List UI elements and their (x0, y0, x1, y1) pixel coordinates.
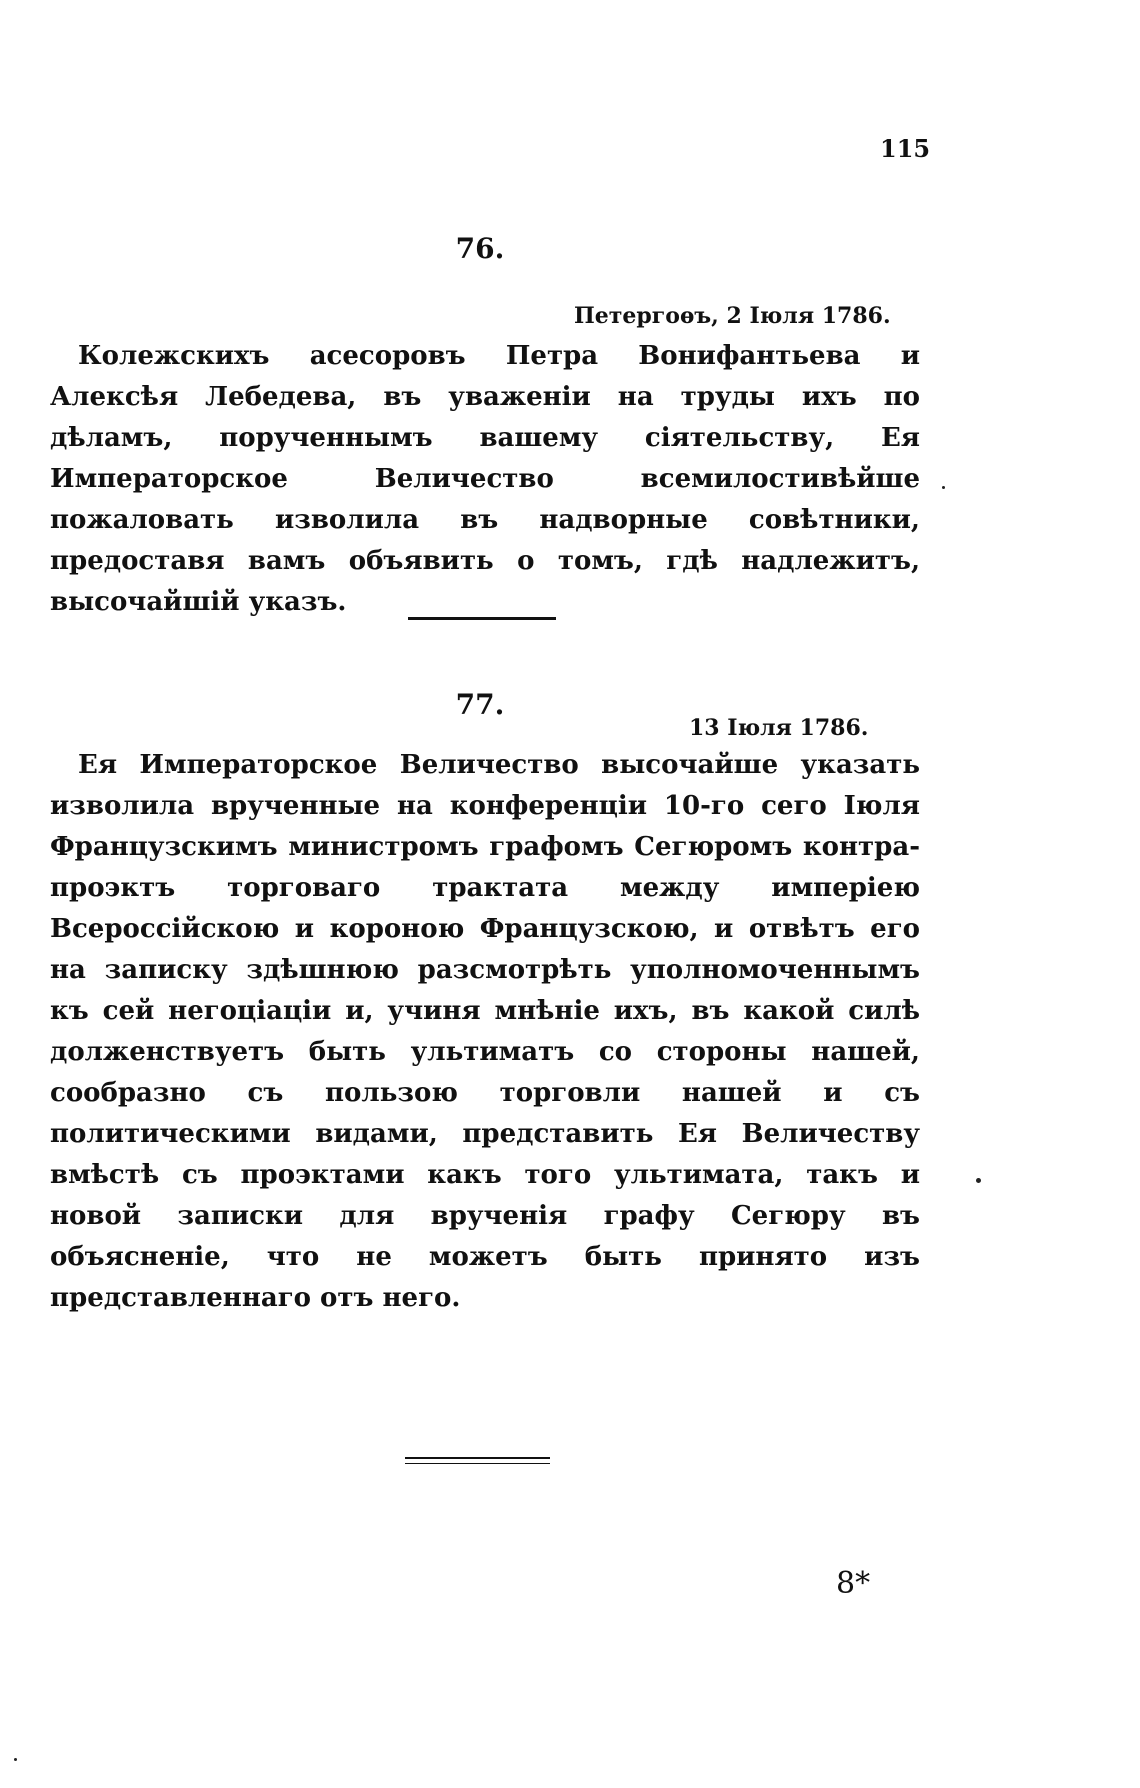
document-number: 77. (455, 688, 505, 721)
document-dateline: Петергоѳъ, 2 Іюля 1786. (574, 303, 891, 329)
ink-speck (976, 1178, 981, 1183)
ink-speck (942, 486, 945, 489)
document-dateline: 13 Іюля 1786. (689, 715, 869, 741)
ink-speck (14, 1758, 17, 1761)
section-divider (408, 617, 556, 620)
document-number: 76. (455, 232, 505, 265)
document-text: Ея Императорское Величество высочайше указать изволила врученные на конференціи 10-го сего Іюля Французскимъ министромъ графомъ Сегюромъ контра-проэктъ торговаго трактата между имперіею Всероссійскою и короною Французскою, и отвѣтъ его на записку здѣшнюю разсмотрѣть уполномоченнымъ къ сей негоціаціи и, учиня мнѣніе ихъ, въ какой силѣ долженствуетъ быть ультиматъ со стороны нашей, сообразно съ пользою торговли нашей и съ политическими видами, представить Ея Величеству вмѣстѣ съ проэктами какъ того ультимата, такъ и новой записки для врученія графу Сегюру въ объясненіе, что не можетъ быть принято изъ представленнаго отъ него. (50, 750, 920, 1313)
signature-mark: 8* (836, 1566, 871, 1601)
end-divider-thin (405, 1463, 550, 1464)
page-number: 115 (880, 134, 931, 163)
end-divider (405, 1457, 550, 1459)
document-text: Колежскихъ асесоровъ Петра Вонифантьева и Алексѣя Лебедева, въ уваженіи на труды ихъ по дѣламъ, порученнымъ вашему сіятельству, Ея Императорское Величество всемилостивѣйше пожаловать изволила въ надворные совѣтники, предоставя вамъ объявить о томъ, гдѣ надлежитъ, высочайшій указъ. (50, 341, 920, 617)
